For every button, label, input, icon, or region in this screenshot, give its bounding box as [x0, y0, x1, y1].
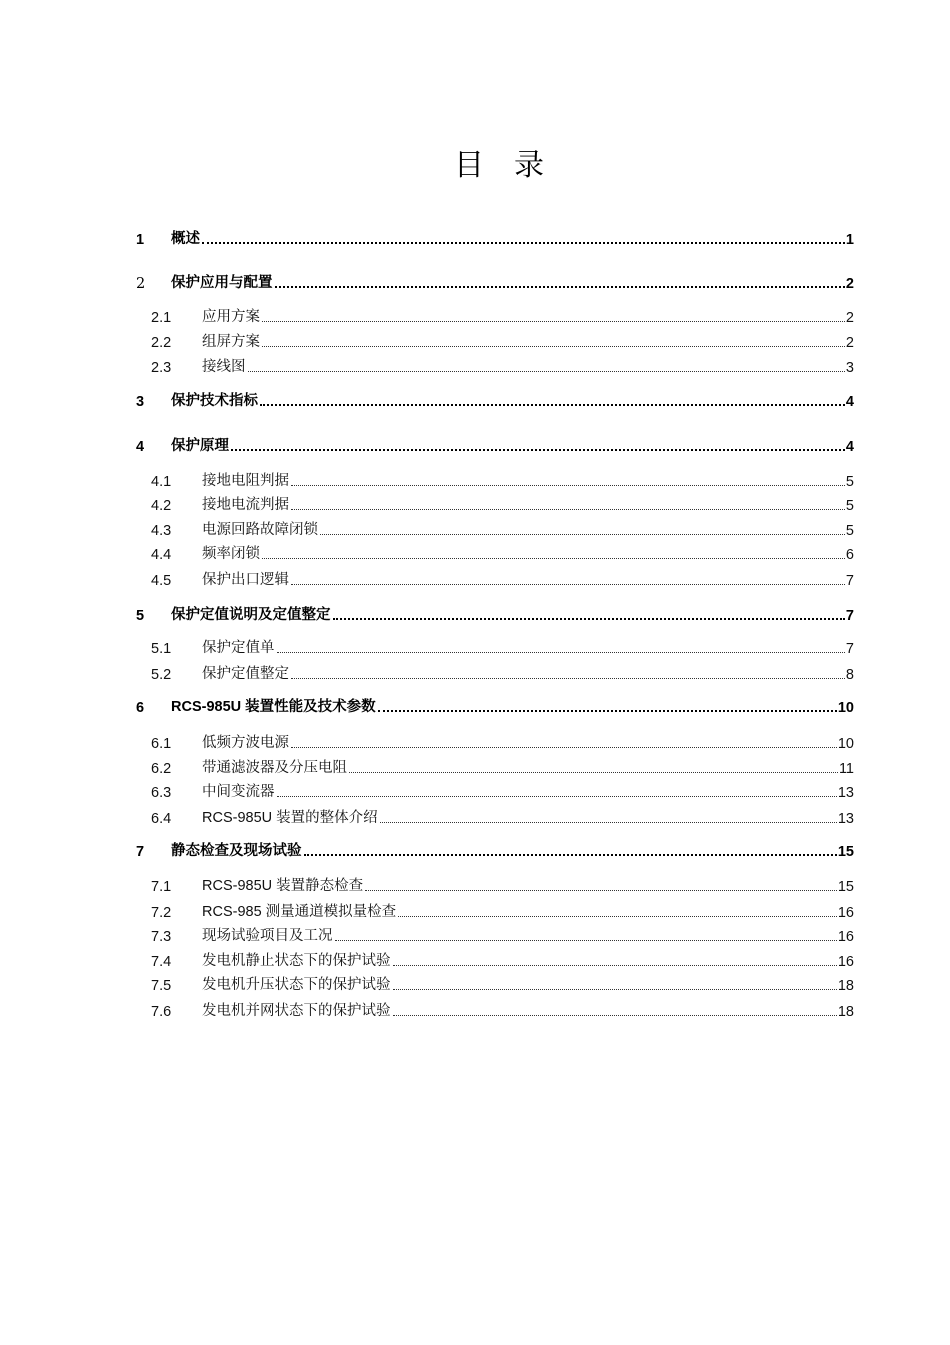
toc-entry-label: 静态检查及现场试验 — [171, 843, 302, 859]
toc-leader-dots — [393, 1015, 837, 1016]
toc-entry-label: RCS-985U 装置静态检查 — [202, 878, 364, 894]
toc-entry-label: 接地电流判据 — [202, 497, 289, 513]
toc-leader-dots — [262, 558, 845, 559]
toc-entry[interactable] — [134, 998, 854, 1020]
toc-entry-page-number: 16 — [837, 905, 854, 921]
toc-entry-number: 7.1 — [151, 879, 172, 895]
toc-entry-page-number: 3 — [845, 360, 854, 376]
toc-entry-page-number: 5 — [845, 523, 854, 539]
toc-entry-number: 5 — [136, 608, 145, 624]
toc-leader-dots — [393, 965, 837, 966]
toc-entry[interactable] — [134, 972, 854, 994]
toc-entry-page-number: 15 — [837, 844, 854, 860]
toc-entry-number: 4 — [136, 439, 145, 455]
toc-leader-dots — [320, 534, 845, 535]
toc-entry-page-number: 15 — [837, 879, 854, 895]
toc-entry-page-number: 10 — [837, 736, 854, 752]
toc-entry-number: 7.4 — [151, 954, 172, 970]
toc-entry-label: 组屏方案 — [202, 334, 260, 350]
toc-entry-label: 电源回路故障闭锁 — [202, 522, 318, 538]
toc-entry-label: 保护出口逻辑 — [202, 572, 289, 588]
toc-entry-page-number: 6 — [845, 547, 854, 563]
toc-entry-number: 2.2 — [151, 335, 172, 351]
toc-entry-label: 概述 — [171, 231, 200, 247]
toc-entry-page-number: 7 — [845, 641, 854, 657]
toc-entry[interactable] — [134, 517, 854, 539]
toc-entry-label: 带通滤波器及分压电阻 — [202, 760, 347, 776]
toc-leader-dots — [291, 584, 845, 585]
toc-entry-page-number: 11 — [838, 761, 854, 777]
toc-entry-label: RCS-985U 装置性能及技术参数 — [171, 699, 376, 715]
toc-entry-label: 应用方案 — [202, 309, 260, 325]
toc-leader-dots — [365, 890, 837, 891]
toc-entry-page-number: 5 — [845, 498, 854, 514]
toc-leader-dots — [277, 652, 845, 653]
toc-leader-dots — [291, 485, 845, 486]
toc-entry-page-number: 4 — [845, 439, 854, 455]
toc-title-char-1: 目 — [454, 148, 484, 183]
toc-entry[interactable] — [134, 694, 854, 716]
toc-leader-dots — [202, 242, 845, 244]
toc-leader-dots — [393, 989, 837, 990]
toc-entry-page-number: 5 — [845, 474, 854, 490]
toc-entry-number: 2 — [136, 276, 146, 292]
toc-entry-label: 保护定值整定 — [202, 666, 289, 682]
toc-entry[interactable] — [134, 270, 854, 292]
toc-entry-label: RCS-985 测量通道模拟量检查 — [202, 904, 397, 920]
toc-entry-label: 保护原理 — [171, 438, 229, 454]
toc-entry-page-number: 16 — [837, 954, 854, 970]
toc-leader-dots — [248, 371, 845, 372]
toc-entry-label: 保护定值说明及定值整定 — [171, 607, 331, 623]
toc-entry-label: 现场试验项目及工况 — [202, 928, 333, 944]
toc-entry-label: 保护应用与配置 — [171, 275, 273, 291]
toc-entry-number: 7.3 — [151, 929, 172, 945]
toc-entry[interactable] — [134, 354, 854, 376]
toc-entry-number: 1 — [136, 232, 145, 248]
toc-entry-number: 6.2 — [151, 761, 172, 777]
toc-entry-number: 4.4 — [151, 547, 172, 563]
toc-entry[interactable] — [134, 304, 854, 326]
toc-leader-dots — [349, 772, 838, 773]
toc-leader-dots — [291, 509, 845, 510]
toc-entry-label: 接线图 — [202, 359, 246, 375]
toc-entry-number: 6.3 — [151, 785, 172, 801]
toc-entry[interactable] — [134, 805, 854, 827]
toc-entry-number: 6 — [136, 700, 145, 716]
toc-entry-page-number: 1 — [845, 232, 854, 248]
toc-leader-dots — [262, 346, 845, 347]
toc-entry-page-number: 2 — [845, 335, 854, 351]
toc-entry[interactable] — [134, 567, 854, 589]
toc-entry-page-number: 16 — [837, 929, 854, 945]
toc-title-char-2: 录 — [514, 148, 544, 183]
toc-entry-number: 2.1 — [151, 310, 172, 326]
toc-entry-number: 4.3 — [151, 523, 172, 539]
toc-entry[interactable] — [134, 602, 854, 624]
toc-entry-number: 5.2 — [151, 667, 172, 683]
toc-entry-number: 3 — [136, 394, 145, 410]
toc-entry[interactable] — [134, 492, 854, 514]
toc-leader-dots — [260, 404, 845, 406]
toc-leader-dots — [275, 286, 845, 288]
toc-entry-label: 保护定值单 — [202, 640, 275, 656]
toc-title — [0, 146, 950, 186]
toc-entry[interactable] — [134, 730, 854, 752]
toc-entry-label: 发电机静止状态下的保护试验 — [202, 953, 391, 969]
toc-entry[interactable] — [134, 923, 854, 945]
toc-entry-label: 保护技术指标 — [171, 393, 258, 409]
toc-entry-label: 频率闭锁 — [202, 546, 260, 562]
toc-entry[interactable] — [134, 541, 854, 563]
toc-entry[interactable] — [134, 468, 854, 490]
toc-entry[interactable] — [134, 226, 854, 248]
toc-leader-dots — [380, 822, 837, 823]
toc-entry-label: 低频方波电源 — [202, 735, 289, 751]
toc-entry-label: 发电机并网状态下的保护试验 — [202, 1003, 391, 1019]
toc-entry-page-number: 18 — [837, 1004, 854, 1020]
toc-entry[interactable] — [134, 433, 854, 455]
toc-entry-number: 7.6 — [151, 1004, 172, 1020]
toc-entry-number: 4.2 — [151, 498, 172, 514]
toc-entry-label: 中间变流器 — [202, 784, 275, 800]
toc-entry-page-number: 4 — [845, 394, 854, 410]
toc-entry[interactable] — [134, 838, 854, 860]
toc-entry-page-number: 8 — [845, 667, 854, 683]
toc-leader-dots — [262, 321, 845, 322]
toc-entry-page-number: 7 — [845, 608, 854, 624]
toc-entry-number: 4.5 — [151, 573, 172, 589]
toc-leader-dots — [291, 678, 845, 679]
toc-leader-dots — [378, 710, 837, 712]
toc-entry[interactable] — [134, 899, 854, 921]
toc-entry[interactable] — [134, 329, 854, 351]
toc-entry-number: 7.5 — [151, 978, 172, 994]
toc-entry-number: 2.3 — [151, 360, 172, 376]
toc-entry-number: 5.1 — [151, 641, 172, 657]
toc-entry-page-number: 18 — [837, 978, 854, 994]
toc-entry-number: 6.4 — [151, 811, 172, 827]
toc-entry-number: 6.1 — [151, 736, 172, 752]
toc-leader-dots — [398, 916, 837, 917]
toc-entry-number: 7.2 — [151, 905, 172, 921]
toc-entry[interactable] — [134, 873, 854, 895]
toc-entry[interactable] — [134, 661, 854, 683]
toc-entry[interactable] — [134, 948, 854, 970]
toc-entry-page-number: 13 — [837, 785, 854, 801]
toc-entry-label: 接地电阻判据 — [202, 473, 289, 489]
toc-entry[interactable] — [134, 635, 854, 657]
toc-entry[interactable] — [134, 755, 854, 777]
toc-entry[interactable] — [134, 388, 854, 410]
toc-entry-page-number: 2 — [845, 276, 854, 292]
toc-entry-page-number: 7 — [845, 573, 854, 589]
toc-leader-dots — [333, 618, 845, 620]
toc-leader-dots — [291, 747, 837, 748]
toc-leader-dots — [277, 796, 837, 797]
toc-entry-page-number: 2 — [845, 310, 854, 326]
toc-entry-label: 发电机升压状态下的保护试验 — [202, 977, 391, 993]
toc-leader-dots — [304, 854, 837, 856]
toc-entry-page-number: 10 — [837, 700, 854, 716]
toc-leader-dots — [231, 449, 845, 451]
toc-entry-page-number: 13 — [837, 811, 854, 827]
toc-entry-number: 7 — [136, 844, 145, 860]
toc-entry-label: RCS-985U 装置的整体介绍 — [202, 810, 378, 826]
toc-entry[interactable] — [134, 779, 854, 801]
toc-entry-number: 4.1 — [151, 474, 172, 490]
toc-leader-dots — [335, 940, 837, 941]
